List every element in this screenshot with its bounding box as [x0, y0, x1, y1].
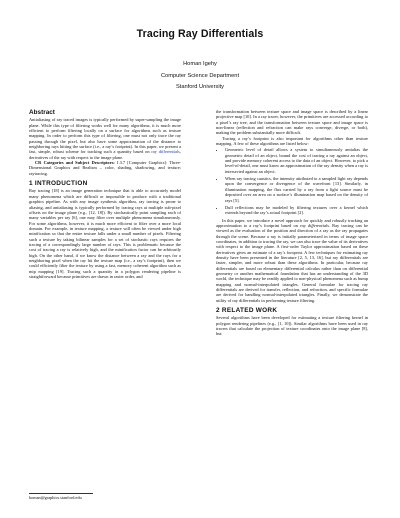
abstract-text-end: , derivatives of the ray with respect to the image plane.	[29, 149, 181, 160]
author-university: Stanford University	[175, 84, 225, 90]
intro-paragraph-4	[216, 218, 368, 304]
abstract-heading: Abstract	[29, 109, 55, 116]
right-column	[216, 109, 368, 337]
intro-paragraph-1: Ray tracing [18] is an image generation technique that is able to accurately model many phenomena which are difficult or impossible to produce with a traditional graphics pipeline. As with any image synthesis algorithm, ray tracing is prone to aliasing, and antialiasing is typically performed by tracing rays at multiple sub-pixel offsets on the image plane (e.g., [12, 18]). By stochastically point sampling each of many variables per ray [6], one may filter over multiple phenomena simultaneously. For some algorithms, however, it is much more efficient to filter over a more local domain. For example, in texture mapping, a texture will often be viewed under high minification so that the entire texture falls under a small number of pixels. Filtering such a texture by taking bilinear samples for a set of stochastic rays requires the tracing of a correspondingly large number of rays. This is problematic because the cost of tracing a ray is relatively high, and the minification factor can be arbitrarily high. On the other hand, if we know the distance between a ray and the rays for a neighboring pixel when the ray hit the texture map (i.e., a ray’s footprint), then we could efficiently filter the texture by using a fast, memory coherent algorithm such as mip mapping [19]. Tracing such a quantity in a polygon rendering pipeline is straightforward because primitives are drawn in raster order, and	[29, 188, 181, 279]
intro-paragraph-3: Tracing a ray’s footprint is also important for algorithms other than texture mapping. A few of these algorithms are listed below:	[216, 135, 368, 147]
list-item: • Geometric level of detail allows a system to simultaneously antialias the geometric detail of an object, bound the cost of tracing a ray against an object, and provide memory coherent access to the data of an object. However, to pick a level-of-detail, one must know an approximation of the ray density when a ray is intersected against an object.	[225, 147, 368, 174]
abstract-paragraph	[29, 117, 181, 160]
algorithm-list	[216, 147, 368, 215]
intro-paragraph-2: the transformation between texture space and image space is described by a linear projective map [10]. In a ray tracer, however, the primitives are accessed according to a pixel’s ray tree, and the transformation between texture space and image space is non-linear (reflection and refraction can make rays converge, diverge, or both), making the problem substantially more difficult.	[216, 109, 368, 136]
author-block	[0, 59, 400, 94]
list-item: • When ray tracing caustics, the intensity attributed to a sampled light ray depends upon the convergence or divergence of the wavefront [13]. Similarly, in illumination mapping, the flux carried by a ray from a light source must be deposited over an area on a surface’s illumination map based on the density of rays [5].	[225, 176, 368, 203]
author-name: Homan Igehy	[183, 61, 217, 67]
cr-categories-text: I.3.7 [Computer Graphics]: Three-Dimensional Graphics and Realism – color, shading, shadowing, and texture; raytracing.	[29, 160, 181, 176]
left-column	[29, 110, 181, 279]
abstract-link-ray-differentials[interactable]: ray differentials	[151, 149, 180, 155]
section-heading-related-work: 2 RELATED WORK	[216, 307, 278, 315]
footnote-divider	[29, 493, 93, 494]
list-item: • Dull reflections may be modeled by filtering textures over a kernel which extends beyond the ray’s actual footprint [2].	[225, 205, 368, 216]
related-paragraph-1: Several algorithms have been developed for estimating a texture filtering kernel in polygon rendering pipelines (e.g., [1, 10]). Similar algorithms have been used in ray tracers that calculate the projection of texture coordinates onto the image plane [8], but	[216, 315, 368, 337]
author-department: Computer Science Department	[160, 72, 240, 79]
author-email-footnote[interactable]: homan@graphics.stanford.edu	[29, 495, 82, 500]
intro-p4-start: In this paper, we introduce a novel approach for quickly and robustly tracking an approximation to a ray’s footprint based on	[216, 217, 368, 228]
section-heading-introduction: 1 INTRODUCTION	[29, 180, 88, 188]
intro-p4-emphasis: ray differentials	[299, 222, 329, 228]
paper-title: Tracing Ray Differentials	[136, 28, 264, 40]
cr-categories-label: CR Categories and Subject Descriptors:	[35, 160, 115, 166]
cr-categories	[29, 160, 181, 176]
abstract-text-start: Antialiasing of ray traced images is typically performed by super-sampling the image plane. While this type of filtering works well for many algorithms, it is much more efficient to perform filtering locally on a surface for algorithms such as texture mapping. In order to perform this type of filtering, one must not only trace the ray passing through the pixel, but also have some approximation of the distance to neighboring rays hitting the surface (i.e., a ray’s footprint). In this paper, we present a fast, simple, robust scheme for tracking such a quantity based on	[29, 117, 181, 155]
intro-p4-end: . Ray tracing can be viewed as the evaluation of the position and direction of a ray as the ray propagates through the scene. Because a ray is initially parameterized in terms of image space coordinates, in addition to tracing the ray, we can also trace the value of its derivatives with respect to the image plane. A first-order Taylor approximation based on these derivatives gives an estimate of a ray’s footprint. A few techniques for estimating ray density have been presented in the literature [2, 5, 13, 16], but ray differentials are faster, simpler, and more robust than these algorithms. In particular, because ray differentials are based on elementary differential calculus rather than on differential geometry or another mathematical foundation that has an understanding of the 3D world, the technique may be readily applied to non-physical phenomena such as bump mapping and normal-interpolated triangles. General formulae for tracing ray differentials are derived for transfer, reflection, and refraction, and specific formulae are derived for handling normal-interpolated triangles. Finally, we demonstrate the utility of ray differentials in performing texture filtering.	[216, 222, 368, 303]
